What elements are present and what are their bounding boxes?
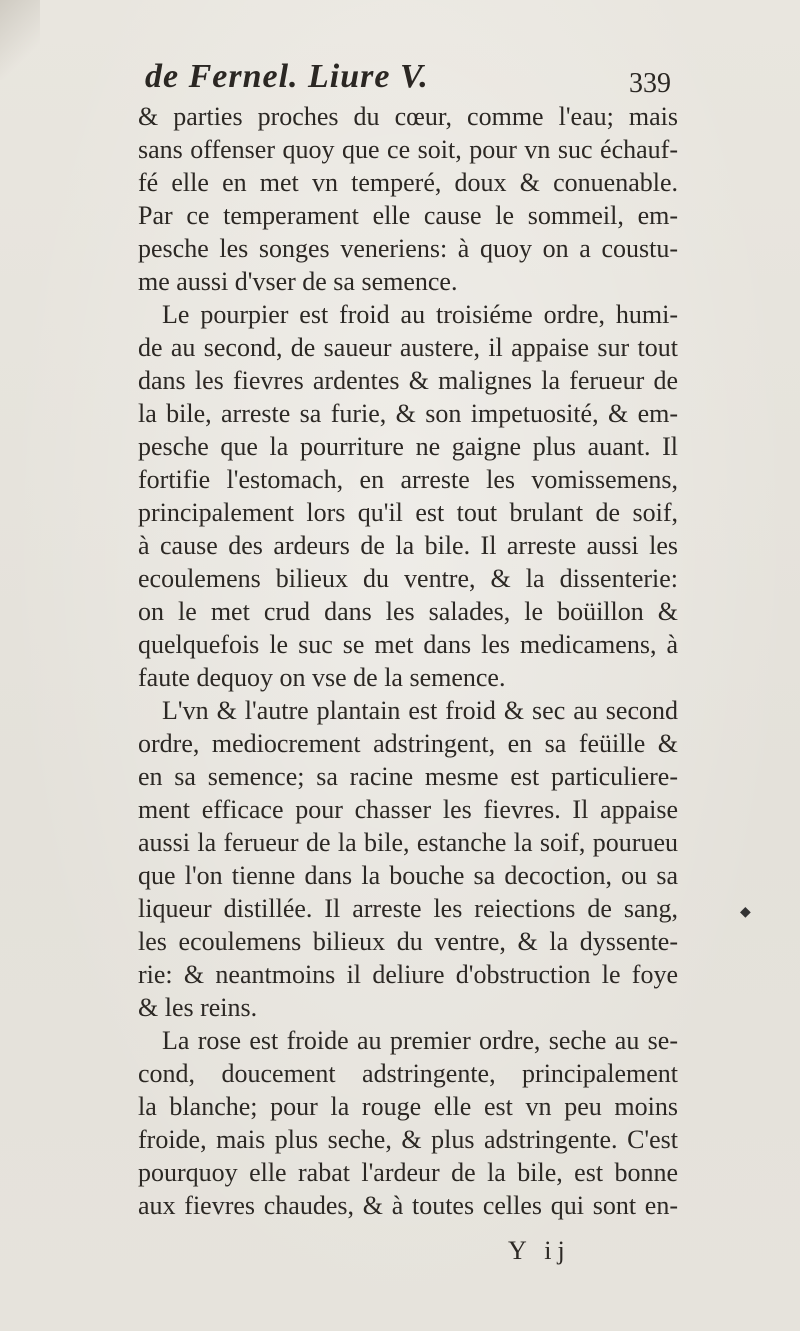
text-line: me aussi d'vser de sa semence. xyxy=(138,267,458,296)
text-line: cond, doucement adstringente, principalement xyxy=(138,1059,678,1088)
text-line: & parties proches du cœur, comme l'eau; mais xyxy=(138,102,678,131)
paragraph-start-line: La rose est froide au premier ordre, seche au se- xyxy=(162,1026,678,1055)
text-line: froide, mais plus seche, & plus adstringente. C'est xyxy=(138,1125,678,1154)
text-line: faute dequoy on vse de la semence. xyxy=(138,663,506,692)
page-corner-shadow xyxy=(0,0,40,80)
paragraph-start-line: L'vn & l'autre plantain est froid & sec au second xyxy=(162,696,678,725)
signature-mark: Y ij xyxy=(508,1236,571,1265)
text-line: dans les fievres ardentes & malignes la ferueur de xyxy=(138,366,678,395)
text-line: rie: & neantmoins il deliure d'obstruction le foye xyxy=(138,960,678,989)
text-line: pesche les songes veneriens: à quoy on a coustu- xyxy=(138,234,678,263)
running-title: de Fernel. Liure V. xyxy=(145,58,429,95)
text-line: on le met crud dans les salades, le boüillon & xyxy=(138,597,678,626)
text-line: que l'on tienne dans la bouche sa decoction, ou sa xyxy=(138,861,678,890)
text-line: aux fievres chaudes, & à toutes celles qui sont en- xyxy=(138,1191,678,1220)
text-line: ment efficace pour chasser les fievres. Il appaise xyxy=(138,795,678,824)
text-line: fé elle en met vn temperé, doux & conuenable. xyxy=(138,168,678,197)
text-line: & les reins. xyxy=(138,993,258,1022)
text-line: la bile, arreste sa furie, & son impetuosité, & em- xyxy=(138,399,678,428)
text-line: quelquefois le suc se met dans les medicamens, à xyxy=(138,630,678,659)
text-line: en sa semence; sa racine mesme est particuliere- xyxy=(138,762,678,791)
text-line: à cause des ardeurs de la bile. Il arreste aussi les xyxy=(138,531,678,560)
text-line: ecoulemens bilieux du ventre, & la dissenterie: xyxy=(138,564,678,593)
text-line: fortifie l'estomach, en arreste les vomissemens, xyxy=(138,465,678,494)
page-header xyxy=(145,58,671,106)
text-line: liqueur distillée. Il arreste les reiections de sang, xyxy=(138,894,678,923)
body-text xyxy=(138,100,678,1222)
text-line: de au second, de saueur austere, il appaise sur tout xyxy=(138,333,678,362)
paragraph-start-line: Le pourpier est froid au troisiéme ordre, humi- xyxy=(162,300,678,329)
text-line: sans offenser quoy que ce soit, pour vn suc échauf- xyxy=(138,135,678,164)
text-line: ordre, mediocrement adstringent, en sa feüille & xyxy=(138,729,678,758)
text-line: pesche que la pourriture ne gaigne plus auant. Il xyxy=(138,432,678,461)
text-line: aussi la ferueur de la bile, estanche la soif, pourueu xyxy=(138,828,678,857)
page-number: 339 xyxy=(629,68,671,99)
text-line: Par ce temperament elle cause le sommeil, em- xyxy=(138,201,678,230)
margin-mark: ◆ xyxy=(740,904,751,920)
text-line: la blanche; pour la rouge elle est vn peu moins xyxy=(138,1092,678,1121)
text-line: principalement lors qu'il est tout brulant de soif, xyxy=(138,498,678,527)
text-line: les ecoulemens bilieux du ventre, & la dyssente- xyxy=(138,927,678,956)
text-line: pourquoy elle rabat l'ardeur de la bile, est bonne xyxy=(138,1158,678,1187)
